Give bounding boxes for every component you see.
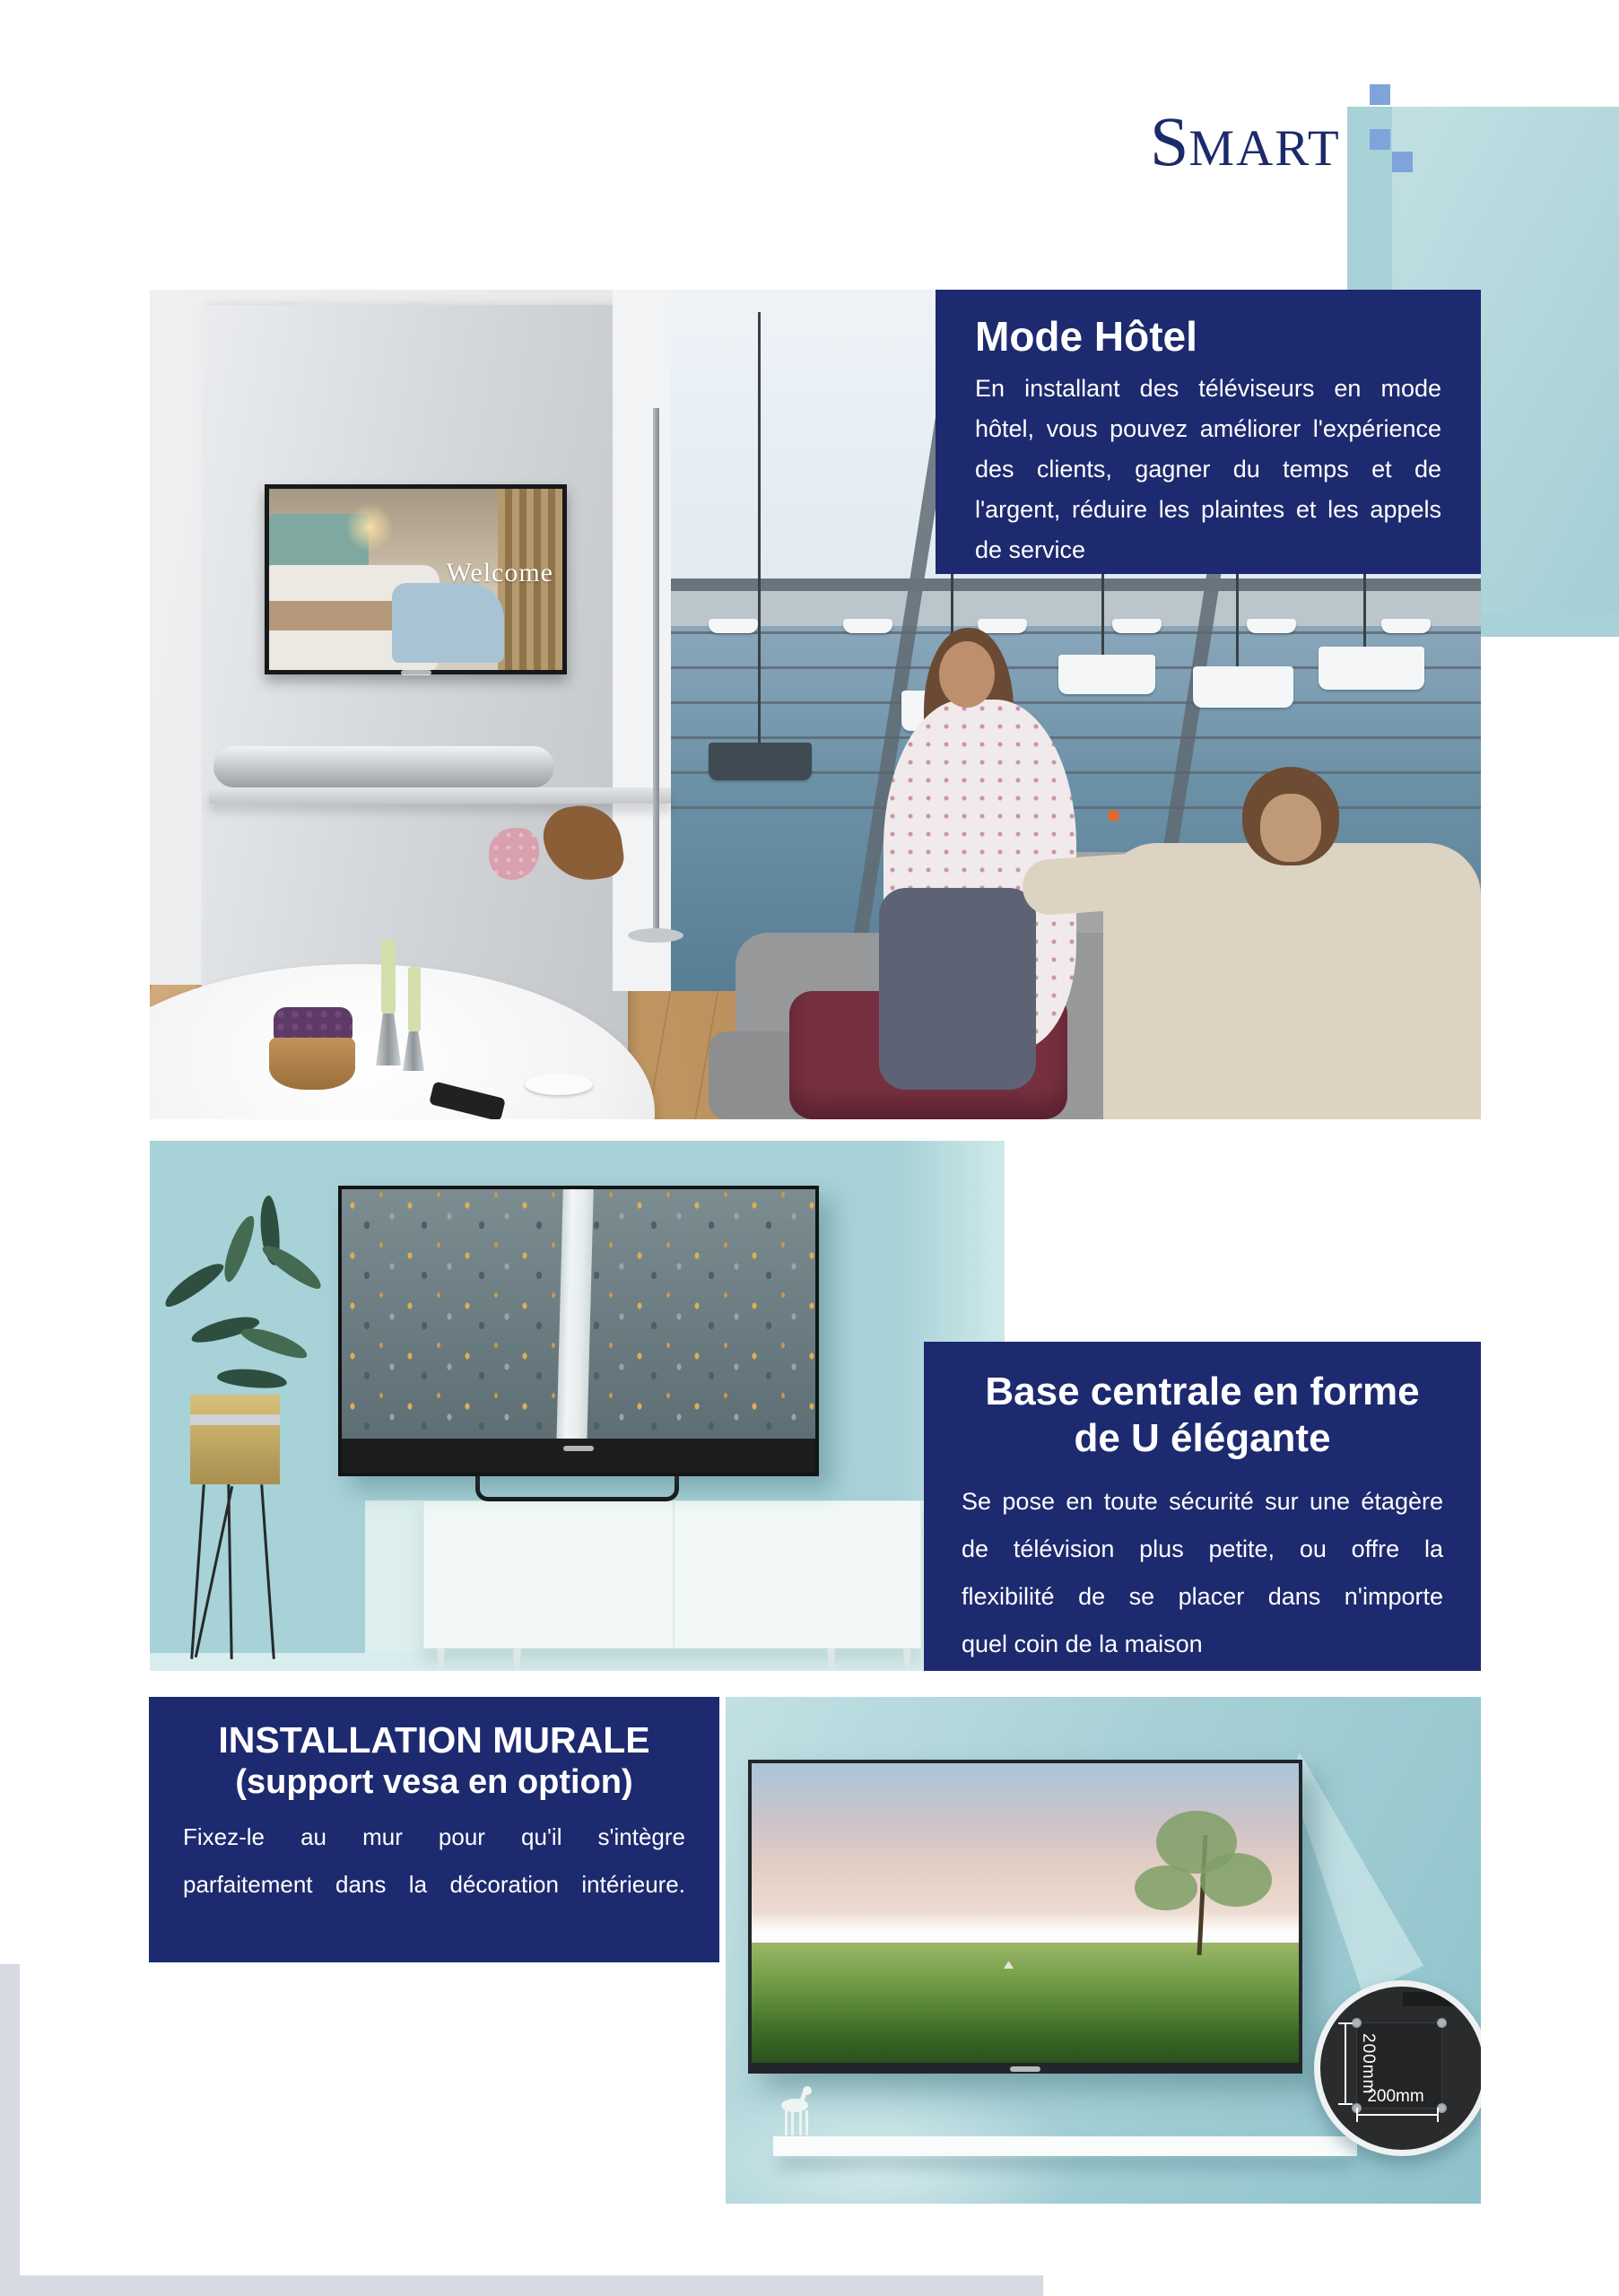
boat [1058,655,1155,694]
logo-cross-square [1392,152,1413,172]
body-line: flexibilité de se placer dans n'importe [962,1583,1443,1610]
callout-beam [1289,1752,1423,1995]
plant-leaf [258,1239,326,1293]
floor-lamp-base [628,928,683,943]
title-line: INSTALLATION MURALE [218,1719,650,1761]
vesa-dimension-cap [1437,2108,1439,2122]
plant-leaf [216,1367,287,1391]
u-base-panel [924,1342,1481,1671]
wall-mount-body [183,1813,685,1909]
logo-letter-s: S [1150,102,1189,181]
tv-bezel-logo [1010,2066,1040,2072]
balcony-cables [671,599,1481,832]
screen-lamp-glow [345,503,394,552]
lifebuoy [1108,810,1119,822]
wall-tv-screen [269,489,562,670]
deer-figurine [803,2086,812,2095]
body-line: En installant des téléviseurs en mode [975,375,1441,402]
vesa-detail-callout [1314,1980,1481,2156]
body-line: Se pose en toute sécurité sur une étagère [962,1488,1443,1515]
plant-leaf [239,1322,310,1362]
tv-bezel-logo [401,670,431,675]
screen-tree-crown [1135,1866,1197,1910]
tv-on-stand [338,1186,819,1476]
wall-tv [265,484,567,674]
soundbar [213,746,554,787]
screen-chaise [392,583,503,663]
wall-mounted-tv [748,1760,1302,2074]
boat [1319,647,1424,690]
hotel-mode-title: Mode Hôtel [975,313,1197,360]
body-line: parfaitement dans la décoration intérieure. [183,1871,685,1898]
u-shaped-stand [475,1476,679,1501]
candle [408,967,421,1031]
body-line: de service [975,536,1086,563]
title-line: (support vesa en option) [235,1763,633,1801]
boat [978,619,1027,633]
wall-mount-photo [726,1697,1481,2204]
plant-pot [190,1395,280,1484]
plant-stand-leg [190,1484,205,1659]
logo-word-smart [1150,102,1341,181]
left-accent-strip [0,1964,20,2296]
woman-face [939,641,995,708]
tv-bezel-logo [563,1446,594,1451]
cabinet-seam [673,1501,675,1648]
candle [381,940,396,1013]
logo-cross-square [1370,129,1390,150]
u-base-title [962,1369,1443,1462]
deer-figurine [791,2110,794,2135]
welcome-text: Welcome [446,557,553,587]
saucer-and-spoon [525,1074,593,1095]
woman-pants [879,888,1036,1090]
vesa-dimension-cap [1338,2022,1353,2024]
deer-figurine [799,2110,802,2135]
boat [1193,666,1293,708]
body-line: des clients, gagner du temps et de [975,456,1441,483]
hotel-mode-panel [936,290,1481,574]
tv-screen-landscape [752,1763,1299,2063]
deer-figurine [785,2110,788,2135]
smart-tech-logo [1150,74,1545,181]
sailboat-mast [758,312,761,743]
plant-leaf [218,1213,258,1284]
grape-basket [269,1038,355,1090]
tv-cabinet [423,1500,921,1648]
boat [843,619,892,633]
floating-shelf [773,2136,1357,2156]
title-line: Base centrale en forme [985,1370,1420,1413]
u-base-photo [150,1141,1005,1671]
boat [709,743,812,780]
u-base-body [962,1478,1443,1668]
logo-letters-mart: MART [1188,120,1341,178]
tv-bottom-bezel [342,1439,815,1473]
wall-pillar [613,290,672,991]
balcony-rail [671,578,1481,591]
plant-pot-band [190,1414,280,1425]
vesa-dimension-line-vertical [1345,2022,1346,2105]
body-line: l'argent, réduire les plaintes et les appels [975,496,1441,523]
vesa-bracket [1403,1992,1467,2006]
vesa-vertical-label: 200mm [1359,2032,1378,2095]
plant-stand-leg [260,1484,275,1659]
body-line: Fixez-le au mur pour qu'il s'intègre [183,1823,685,1850]
wall-shelf [209,787,671,804]
vesa-screw [1437,2018,1447,2028]
deer-figurine [805,2110,808,2135]
floor-lamp-pole [653,408,659,933]
boat [1247,619,1296,633]
vesa-horizontal-label: 200mm [1367,2087,1424,2106]
man-sweater [1103,843,1481,1119]
vesa-dimension-cap [1338,2103,1353,2105]
screen-tree-crown [1200,1853,1272,1907]
floor [150,1653,1005,1671]
hotel-mode-body [975,369,1441,570]
screen-snow-road [556,1189,594,1439]
body-line: de télévision plus petite, ou offre la [962,1535,1443,1562]
logo-cross-square [1370,84,1390,105]
wall-mount-title [183,1718,685,1803]
mirror-tv-panel [202,305,628,1063]
body-line: hôtel, vous pouvez améliorer l'expérience [975,415,1441,442]
plant-leaf [160,1257,227,1311]
boat [1112,619,1162,633]
logo-cross-icon [1347,84,1390,172]
tv-screen-winter-forest [342,1189,815,1439]
wall-mount-panel [149,1697,719,1962]
body-line: quel coin de la maison [962,1631,1203,1657]
title-line: de U élégante [1074,1416,1331,1460]
man-face [1260,794,1321,862]
bottom-accent-strip [0,2275,1043,2296]
vesa-dimension-line-horizontal [1356,2114,1439,2116]
boat [1381,619,1431,633]
vesa-dimension-cap [1356,2108,1358,2122]
screen-field [752,1943,1299,2063]
boat [709,619,758,633]
